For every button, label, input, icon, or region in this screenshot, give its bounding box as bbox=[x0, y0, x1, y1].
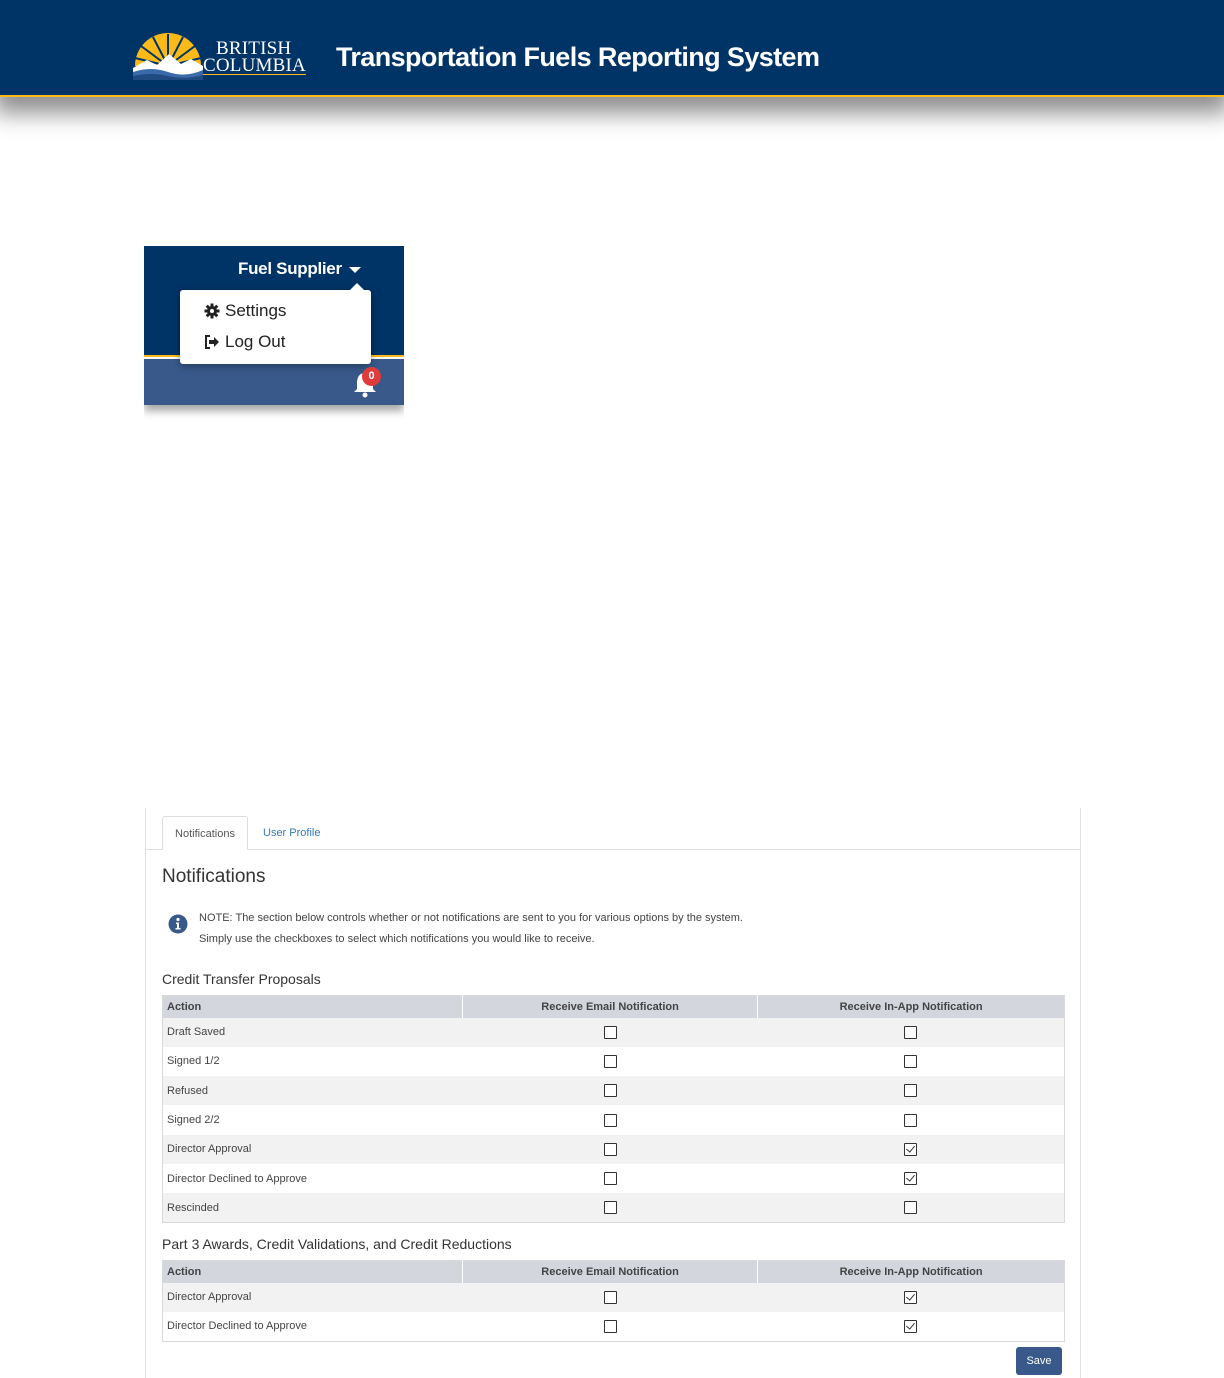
inapp-notification-checkbox[interactable] bbox=[904, 1084, 917, 1097]
email-notification-checkbox[interactable] bbox=[604, 1172, 617, 1185]
notifications-note bbox=[199, 908, 743, 950]
email-cell bbox=[463, 1164, 758, 1193]
inapp-cell bbox=[758, 1047, 1065, 1076]
logo-line1: BRITISH bbox=[216, 38, 292, 59]
tab-notifications[interactable]: Notifications bbox=[162, 816, 248, 850]
column-header-email: Receive Email Notification bbox=[463, 996, 758, 1018]
email-cell bbox=[463, 1018, 758, 1047]
tab-user-profile[interactable]: User Profile bbox=[263, 827, 321, 839]
inapp-notification-checkbox[interactable] bbox=[904, 1026, 917, 1039]
email-notification-checkbox[interactable] bbox=[604, 1114, 617, 1127]
email-notification-checkbox[interactable] bbox=[604, 1055, 617, 1068]
note-line1: NOTE: The section below controls whether or not notifications are sent to you for various options by the system. bbox=[199, 912, 743, 924]
table-row bbox=[163, 1312, 1065, 1341]
action-cell: Director Approval bbox=[163, 1135, 463, 1164]
column-header-action: Action bbox=[163, 1261, 463, 1283]
email-cell bbox=[463, 1312, 758, 1341]
email-notification-checkbox[interactable] bbox=[604, 1143, 617, 1156]
part3-awards-rows bbox=[163, 1283, 1065, 1342]
menu-item-logout[interactable] bbox=[204, 332, 286, 352]
email-notification-checkbox[interactable] bbox=[604, 1201, 617, 1214]
bc-logo-text bbox=[203, 40, 306, 75]
credit-transfer-notifications-table bbox=[162, 995, 1065, 1223]
bc-sun-logo-icon bbox=[133, 32, 203, 80]
credit-transfer-rows bbox=[163, 1018, 1065, 1223]
email-cell bbox=[463, 1047, 758, 1076]
gear-icon bbox=[204, 303, 220, 319]
inapp-cell bbox=[758, 1164, 1065, 1193]
section-title-part3-awards: Part 3 Awards, Credit Validations, and Credit Reductions bbox=[162, 1236, 512, 1252]
settings-panel bbox=[145, 808, 1081, 1378]
table-row bbox=[163, 1193, 1065, 1222]
menu-item-settings-label: Settings bbox=[225, 301, 287, 320]
user-dropdown-menu bbox=[180, 290, 371, 364]
action-cell: Rescinded bbox=[163, 1193, 463, 1222]
email-cell bbox=[463, 1283, 758, 1312]
inapp-cell bbox=[758, 1312, 1065, 1341]
user-menu-screenshot bbox=[144, 246, 404, 424]
inapp-notification-checkbox[interactable] bbox=[904, 1114, 917, 1127]
inapp-cell bbox=[758, 1135, 1065, 1164]
action-cell: Director Approval bbox=[163, 1283, 463, 1312]
page-title: Notifications bbox=[162, 866, 266, 887]
info-circle-icon bbox=[168, 914, 188, 934]
column-header-inapp: Receive In-App Notification bbox=[758, 996, 1065, 1018]
inapp-cell bbox=[758, 1076, 1065, 1105]
inapp-cell bbox=[758, 1283, 1065, 1312]
table-row bbox=[163, 1047, 1065, 1076]
email-cell bbox=[463, 1193, 758, 1222]
header-banner bbox=[0, 0, 1224, 97]
column-header-action: Action bbox=[163, 996, 463, 1018]
action-cell: Signed 2/2 bbox=[163, 1105, 463, 1134]
action-cell: Director Declined to Approve bbox=[163, 1164, 463, 1193]
email-notification-checkbox[interactable] bbox=[604, 1320, 617, 1333]
column-header-email: Receive Email Notification bbox=[463, 1261, 758, 1283]
table-row bbox=[163, 1164, 1065, 1193]
action-cell: Draft Saved bbox=[163, 1018, 463, 1047]
email-notification-checkbox[interactable] bbox=[604, 1291, 617, 1304]
sign-out-icon bbox=[204, 334, 220, 350]
table-row bbox=[163, 1283, 1065, 1312]
app-title: Transportation Fuels Reporting System bbox=[336, 42, 820, 72]
inapp-cell bbox=[758, 1018, 1065, 1047]
action-cell: Refused bbox=[163, 1076, 463, 1105]
inapp-notification-checkbox[interactable] bbox=[904, 1055, 917, 1068]
table-row bbox=[163, 1135, 1065, 1164]
email-notification-checkbox[interactable] bbox=[604, 1084, 617, 1097]
table-row bbox=[163, 1105, 1065, 1134]
chevron-down-icon[interactable] bbox=[349, 267, 361, 273]
email-cell bbox=[463, 1105, 758, 1134]
inapp-cell bbox=[758, 1193, 1065, 1222]
bc-government-logo[interactable] bbox=[133, 32, 308, 82]
inapp-notification-checkbox[interactable] bbox=[904, 1291, 917, 1304]
save-button[interactable]: Save bbox=[1016, 1347, 1062, 1375]
table-row bbox=[163, 1018, 1065, 1047]
email-notification-checkbox[interactable] bbox=[604, 1026, 617, 1039]
inapp-cell bbox=[758, 1105, 1065, 1134]
note-line2: Simply use the checkboxes to select which notifications you would like to receive. bbox=[199, 933, 595, 945]
settings-tabs bbox=[146, 808, 1080, 850]
user-menu-toggle[interactable]: Fuel Supplier bbox=[238, 259, 342, 278]
table-header-row bbox=[163, 1261, 1065, 1283]
column-header-inapp: Receive In-App Notification bbox=[758, 1261, 1065, 1283]
table-header-row bbox=[163, 996, 1065, 1018]
email-cell bbox=[463, 1135, 758, 1164]
menu-item-logout-label: Log Out bbox=[225, 332, 286, 351]
notification-count-badge: 0 bbox=[362, 367, 381, 386]
inapp-notification-checkbox[interactable] bbox=[904, 1172, 917, 1185]
email-cell bbox=[463, 1076, 758, 1105]
menu-item-settings[interactable] bbox=[204, 301, 286, 321]
inapp-notification-checkbox[interactable] bbox=[904, 1143, 917, 1156]
table-row bbox=[163, 1076, 1065, 1105]
logo-line2: COLUMBIA bbox=[203, 55, 306, 76]
section-title-credit-transfer-proposals: Credit Transfer Proposals bbox=[162, 971, 321, 987]
action-cell: Director Declined to Approve bbox=[163, 1312, 463, 1341]
inapp-notification-checkbox[interactable] bbox=[904, 1320, 917, 1333]
inapp-notification-checkbox[interactable] bbox=[904, 1201, 917, 1214]
action-cell: Signed 1/2 bbox=[163, 1047, 463, 1076]
part3-awards-notifications-table bbox=[162, 1260, 1065, 1342]
